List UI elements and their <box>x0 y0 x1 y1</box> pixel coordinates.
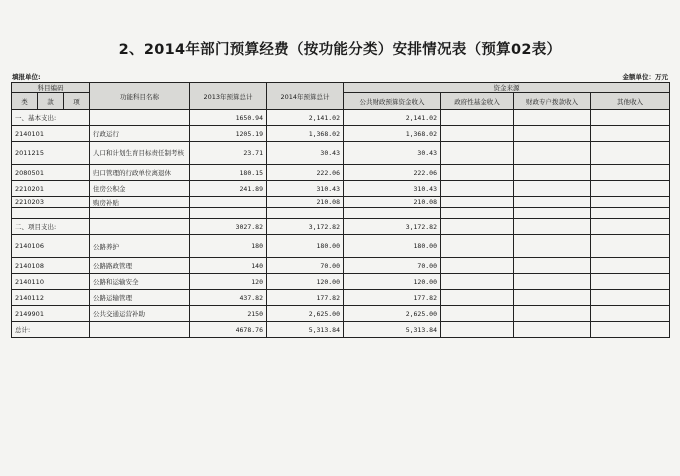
row-code: 2140112 <box>12 290 90 306</box>
row-2014: 2,141.02 <box>267 110 344 126</box>
row-public: 1,368.02 <box>344 126 441 142</box>
row-name: 公共交通运营补助 <box>90 306 190 322</box>
row-2013: 120 <box>190 274 267 290</box>
row-2013: 3027.82 <box>190 219 267 235</box>
table-row <box>12 219 670 235</box>
row-code: 总计: <box>12 322 90 338</box>
row-code: 2210203 <box>12 197 90 208</box>
row-name <box>90 110 190 126</box>
row-code: 二、项目支出: <box>12 219 90 235</box>
row-public: 70.00 <box>344 258 441 274</box>
row-2014: 30.43 <box>267 142 344 165</box>
row-2014: 210.08 <box>267 197 344 208</box>
row-2014: 5,313.84 <box>267 322 344 338</box>
row-name: 公路和运输安全 <box>90 274 190 290</box>
table-row <box>12 274 670 290</box>
header-function-name: 功能科目名称 <box>90 83 190 110</box>
row-public: 2,625.00 <box>344 306 441 322</box>
row-2013: 140 <box>190 258 267 274</box>
table-row-blank <box>12 208 670 219</box>
header-xiang: 项 <box>64 93 90 110</box>
row-public: 2,141.02 <box>344 110 441 126</box>
header-gov-fund: 政府性基金收入 <box>441 93 514 110</box>
header-fund-source: 资金来源 <box>344 83 670 93</box>
amount-unit-label: 金额单位：万元 <box>622 73 668 81</box>
row-public: 177.82 <box>344 290 441 306</box>
row-name: 归口管理的行政单位离退休 <box>90 165 190 181</box>
header-subject-code: 科目编码 <box>12 83 90 93</box>
row-2014: 180.00 <box>267 235 344 258</box>
table-row <box>12 197 670 208</box>
row-code: 2011215 <box>12 142 90 165</box>
row-public: 210.08 <box>344 197 441 208</box>
row-2013: 2150 <box>190 306 267 322</box>
table-row <box>12 165 670 181</box>
table-row <box>12 142 670 165</box>
header-2013-total: 2013年预算总计 <box>190 83 267 110</box>
row-2014: 70.00 <box>267 258 344 274</box>
header-other-income: 其他收入 <box>591 93 670 110</box>
row-code: 2140101 <box>12 126 90 142</box>
row-2013: 4678.76 <box>190 322 267 338</box>
row-name <box>90 219 190 235</box>
row-2014: 1,368.02 <box>267 126 344 142</box>
row-code: 2140108 <box>12 258 90 274</box>
row-name: 公路运输管理 <box>90 290 190 306</box>
row-2013: 180 <box>190 235 267 258</box>
header-kuan: 款 <box>38 93 64 110</box>
row-public: 5,313.84 <box>344 322 441 338</box>
row-code: 2210201 <box>12 181 90 197</box>
budget-table <box>11 82 670 338</box>
row-2013 <box>190 197 267 208</box>
row-2013: 437.82 <box>190 290 267 306</box>
reporting-unit-label: 填报单位: <box>12 73 41 81</box>
header-2014-total: 2014年预算总计 <box>267 83 344 110</box>
row-code: 2140106 <box>12 235 90 258</box>
table-row <box>12 258 670 274</box>
table-row <box>12 181 670 197</box>
row-public: 180.00 <box>344 235 441 258</box>
row-2013: 1205.19 <box>190 126 267 142</box>
table-row-total <box>12 322 670 338</box>
row-public: 310.43 <box>344 181 441 197</box>
row-2013: 241.89 <box>190 181 267 197</box>
header-public-budget: 公共财政预算资金收入 <box>344 93 441 110</box>
table-row <box>12 306 670 322</box>
row-name: 行政运行 <box>90 126 190 142</box>
table-row <box>12 235 670 258</box>
row-2013: 180.15 <box>190 165 267 181</box>
table-row <box>12 290 670 306</box>
row-2014: 3,172.82 <box>267 219 344 235</box>
row-name <box>90 322 190 338</box>
row-name: 购房补贴 <box>90 197 190 208</box>
table-row <box>12 110 670 126</box>
table-title: 2、2014年部门预算经费（按功能分类）安排情况表（预算02表） <box>118 42 562 58</box>
table-row <box>12 126 670 142</box>
row-name: 住房公积金 <box>90 181 190 197</box>
row-public: 222.06 <box>344 165 441 181</box>
row-public: 3,172.82 <box>344 219 441 235</box>
row-public: 120.00 <box>344 274 441 290</box>
row-public: 30.43 <box>344 142 441 165</box>
row-code: 一、基本支出: <box>12 110 90 126</box>
row-code: 2140110 <box>12 274 90 290</box>
row-2014: 2,625.00 <box>267 306 344 322</box>
row-2014: 222.06 <box>267 165 344 181</box>
row-code: 2149901 <box>12 306 90 322</box>
header-special-account: 财政专户拨款收入 <box>514 93 591 110</box>
header-lei: 类 <box>12 93 38 110</box>
row-2014: 120.00 <box>267 274 344 290</box>
row-name: 公路路政管理 <box>90 258 190 274</box>
row-2013: 23.71 <box>190 142 267 165</box>
row-name: 公路养护 <box>90 235 190 258</box>
row-2014: 177.82 <box>267 290 344 306</box>
row-name: 人口和计划生育目标责任制考核 <box>90 142 190 165</box>
row-code: 2080501 <box>12 165 90 181</box>
row-2014: 310.43 <box>267 181 344 197</box>
row-2013: 1650.94 <box>190 110 267 126</box>
